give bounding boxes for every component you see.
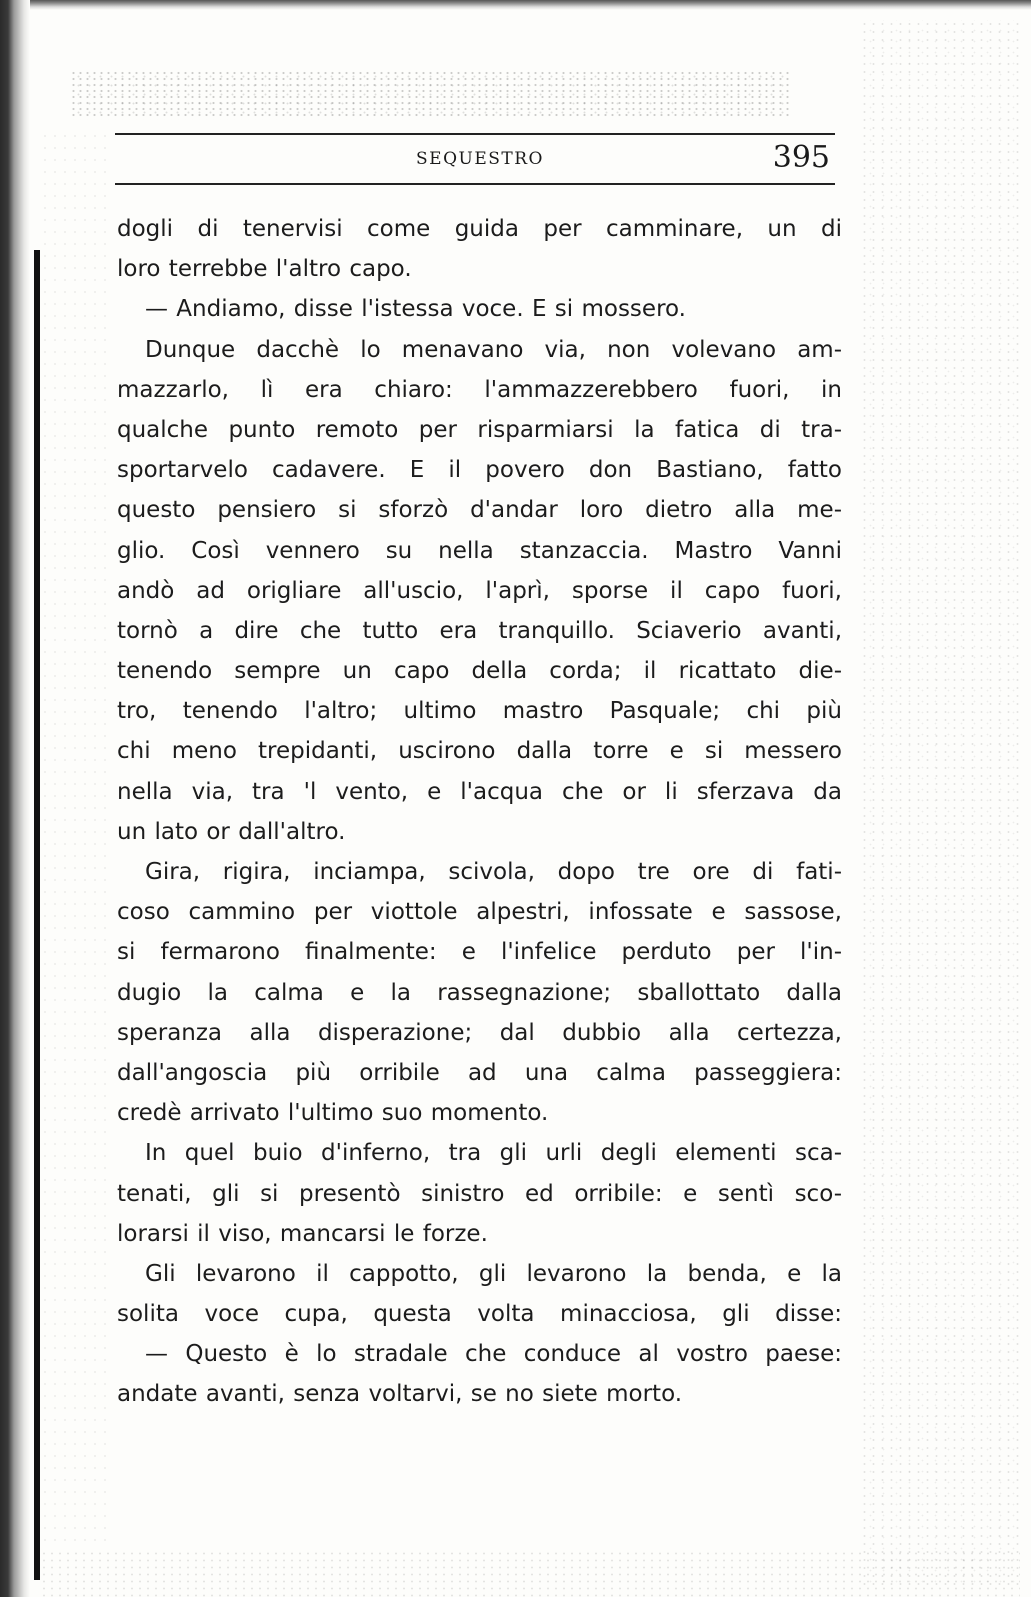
body-text	[117, 209, 842, 1415]
text-line: andate avanti, senza voltarvi, se no siete morto.	[117, 1381, 683, 1408]
text-line: un lato or dall'altro.	[117, 818, 346, 845]
text-line: speranza alla disperazione; dal dubbio alla certezza,	[117, 1019, 842, 1046]
text-line: solita voce cupa, questa volta minacciosa, gli disse:	[117, 1301, 842, 1328]
text-line: dall'angoscia più orribile ad una calma passeggiera:	[117, 1059, 842, 1086]
binding-shadow	[0, 0, 30, 1597]
text-line: lorarsi il viso, mancarsi le forze.	[117, 1220, 488, 1247]
scan-noise-right	[860, 20, 1020, 1590]
scan-noise-left	[40, 130, 110, 1550]
scan-noise-top	[70, 70, 790, 120]
text-line: tornò a dire che tutto era tranquillo. Sciaverio avanti,	[117, 617, 842, 644]
text-line: tro, tenendo l'altro; ultimo mastro Pasquale; chi più	[117, 698, 842, 725]
text-line: tenendo sempre un capo della corda; il ricattato die-	[117, 658, 842, 685]
page-top-edge	[0, 0, 1031, 10]
header-rule-top	[115, 133, 835, 135]
text-line: coso cammino per viottole alpestri, infossate e sassose,	[117, 899, 842, 926]
text-line: Gira, rigira, inciampa, scivola, dopo tre ore di fati-	[145, 859, 842, 885]
text-line: glio. Così vennero su nella stanzaccia. Mastro Vanni	[117, 537, 842, 564]
text-line: mazzarlo, lì era chiaro: l'ammazzerebbero fuori, in	[117, 376, 842, 403]
text-line: — Andiamo, disse l'istessa voce. E si mossero.	[145, 296, 686, 323]
text-line: questo pensiero si sforzò d'andar loro dietro alla me-	[117, 497, 842, 524]
text-line: — Questo è lo stradale che conduce al vostro paese:	[145, 1341, 842, 1368]
text-line: In quel buio d'inferno, tra gli urli degli elementi sca-	[145, 1140, 842, 1167]
text-line: sportarvelo cadavere. E il povero don Bastiano, fatto	[117, 457, 842, 484]
text-line: nella via, tra 'l vento, e l'acqua che or li sferzava da	[117, 778, 842, 805]
page-number: 395	[772, 140, 830, 175]
scan-noise-bottom	[40, 1550, 1020, 1597]
header-rule-bottom	[115, 183, 835, 185]
text-line: dogli di tenervisi come guida per camminare, un di	[117, 216, 842, 242]
text-line: Gli levarono il cappotto, gli levarono la benda, e la	[145, 1260, 842, 1287]
running-title: SEQUESTRO	[416, 149, 544, 169]
text-line: si fermarono finalmente: e l'infelice perduto per l'in-	[117, 939, 842, 966]
text-line: loro terrebbe l'altro capo.	[117, 256, 412, 283]
text-line: dugio la calma e la rassegnazione; sballottato dalla	[117, 979, 842, 1006]
text-line: credè arrivato l'ultimo suo momento.	[117, 1100, 549, 1127]
text-line: tenati, gli si presentò sinistro ed orribile: e sentì sco-	[117, 1180, 842, 1207]
text-line: chi meno trepidanti, uscirono dalla torre e si messero	[117, 738, 842, 765]
text-line: andò ad origliare all'uscio, l'aprì, sporse il capo fuori,	[117, 577, 842, 604]
text-line: qualche punto remoto per risparmiarsi la fatica di tra-	[117, 416, 842, 443]
text-line: Dunque dacchè lo menavano via, non volevano am-	[145, 336, 842, 363]
